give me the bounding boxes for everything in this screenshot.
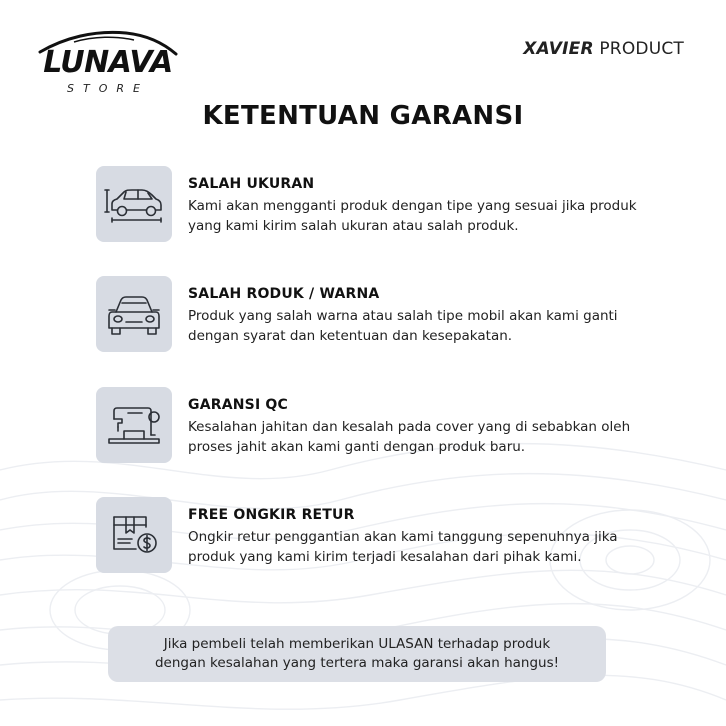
warranty-notice — [108, 626, 606, 682]
item-description: Ongkir retur penggantian akan kami tanggung sepenuhnya jika produk yang kami kirim terjadi kesalahan dari pihak kami. — [188, 529, 618, 565]
logo-name: LUNAVA — [43, 45, 173, 80]
car-front-icon — [104, 284, 164, 344]
brand-label — [523, 41, 684, 58]
icon-tile — [96, 166, 172, 242]
brand-rest: PRODUCT — [593, 39, 684, 59]
item-title: GARANSI QC — [188, 397, 288, 413]
item-description: Kami akan mengganti produk dengan tipe yang sesuai jika produk yang kami kirim salah ukuran atau salah produk. — [188, 198, 637, 234]
icon-tile — [96, 387, 172, 463]
box-money-icon — [104, 505, 164, 565]
item-title: SALAH UKURAN — [188, 176, 315, 192]
icon-tile — [96, 276, 172, 352]
item-title: SALAH RODUK / WARNA — [188, 286, 380, 302]
item-title: FREE ONGKIR RETUR — [188, 507, 355, 523]
notice-line-2: dengan kesalahan yang tertera maka garansi akan hangus! — [154, 655, 560, 671]
page-title: KETENTUAN GARANSI — [202, 101, 524, 131]
sewing-machine-icon — [104, 395, 164, 455]
logo-subtitle: STORE — [67, 82, 149, 95]
lunava-store-logo — [34, 28, 180, 102]
notice-line-1: Jika pembeli telah memberikan ULASAN terhadap produk — [163, 636, 551, 652]
icon-tile — [96, 497, 172, 573]
item-description: Produk yang salah warna atau salah tipe mobil akan kami ganti dengan syarat dan ketentuan dan kesepakatan. — [188, 308, 618, 344]
car-side-dimension-icon — [104, 174, 164, 234]
brand-bold: XAVIER — [523, 39, 594, 59]
item-description: Kesalahan jahitan dan kesalah pada cover yang di sebabkan oleh proses jahit akan kami ganti dengan produk baru. — [188, 419, 631, 455]
